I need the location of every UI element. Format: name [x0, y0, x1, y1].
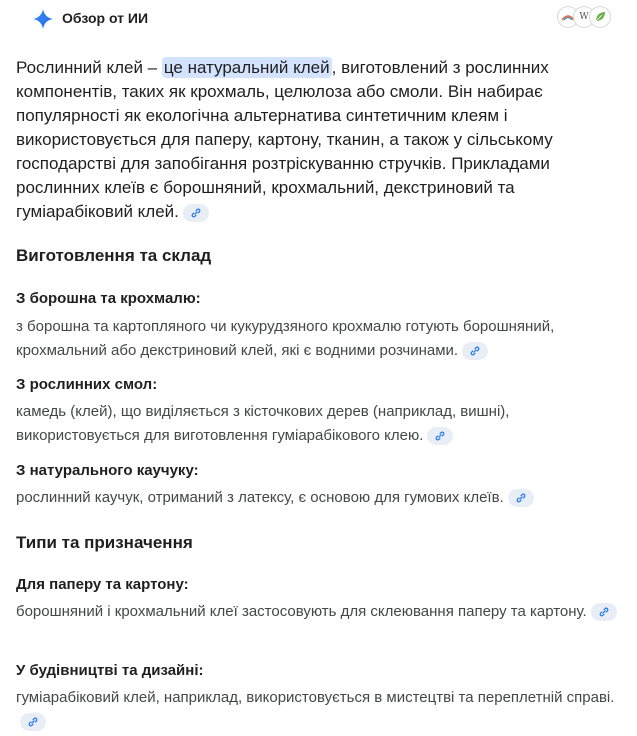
item-heading: З борошна та крохмалю:: [16, 290, 201, 307]
item-text: [16, 315, 621, 363]
link-icon: [515, 492, 527, 504]
item-text-content: камедь (клей), що виділяється з кісточкових дерев (наприклад, вишні), використовується для виготовлення гуміарабікового клею.: [16, 403, 510, 444]
leaf-icon[interactable]: [589, 6, 611, 28]
source-link-chip[interactable]: [508, 489, 534, 507]
source-link-chip[interactable]: [20, 713, 46, 731]
item-heading: З натурального каучуку:: [16, 462, 199, 479]
link-icon: [190, 207, 202, 219]
link-icon: [469, 345, 481, 357]
wikipedia-icon[interactable]: W: [573, 6, 595, 28]
link-icon: [27, 716, 39, 728]
intro-text-rest: , виготовлений з рослинних компонентів, таких як крохмаль, целюлоза або смоли. Він набирає популярності як екологічна альтернатива синтетичним клеям і використовується для паперу, картону, тканин, а також у сільському господарстві для запобігання розтріскуванню стручків. Прикладами рослинних клеїв є борошняний, крохмальний, декстриновий та гуміарабіковий клей.: [16, 58, 553, 221]
ai-overview-title: Обзор от ИИ: [62, 10, 149, 26]
item-text: [16, 400, 621, 448]
item-heading: З рослинних смол:: [16, 376, 158, 393]
section-title-types: Типи та призначення: [16, 533, 193, 552]
item-text-content: борошняний і крохмальний клеї застосовують для склеювання паперу та картону.: [16, 603, 587, 620]
source-link-chip[interactable]: [462, 342, 488, 360]
source-link-chip[interactable]: [427, 427, 453, 445]
section-title-manufacturing: Виготовлення та склад: [16, 246, 212, 265]
item-text: [16, 600, 621, 624]
source-favicons[interactable]: [557, 6, 611, 28]
item-text-content: з борошна та картопляного чи кукурудзяного крохмалю готують борошняний, крохмальний або декстриновий клей, які є водними розчинами.: [16, 318, 555, 359]
intro-text-start: Рослинний клей –: [16, 58, 162, 77]
source-link-chip[interactable]: [183, 204, 209, 222]
item-text: [16, 486, 621, 510]
item-heading: Для паперу та картону:: [16, 576, 189, 593]
item-text: [16, 686, 621, 734]
intro-paragraph: [16, 56, 621, 224]
source-link-chip[interactable]: [591, 603, 617, 621]
gemini-spark-icon: [32, 8, 54, 30]
highlighted-phrase[interactable]: це натуральний клей: [163, 58, 330, 77]
link-icon: [598, 606, 610, 618]
item-heading: У будівництві та дизайні:: [16, 662, 204, 679]
ai-overview-header: [16, 0, 621, 36]
link-icon: [434, 430, 446, 442]
item-text-content: гуміарабіковий клей, наприклад, використовується в мистецтві та переплетній справі.: [16, 689, 615, 706]
item-text-content: рослинний каучук, отриманий з латексу, є основою для гумових клеїв.: [16, 489, 504, 506]
